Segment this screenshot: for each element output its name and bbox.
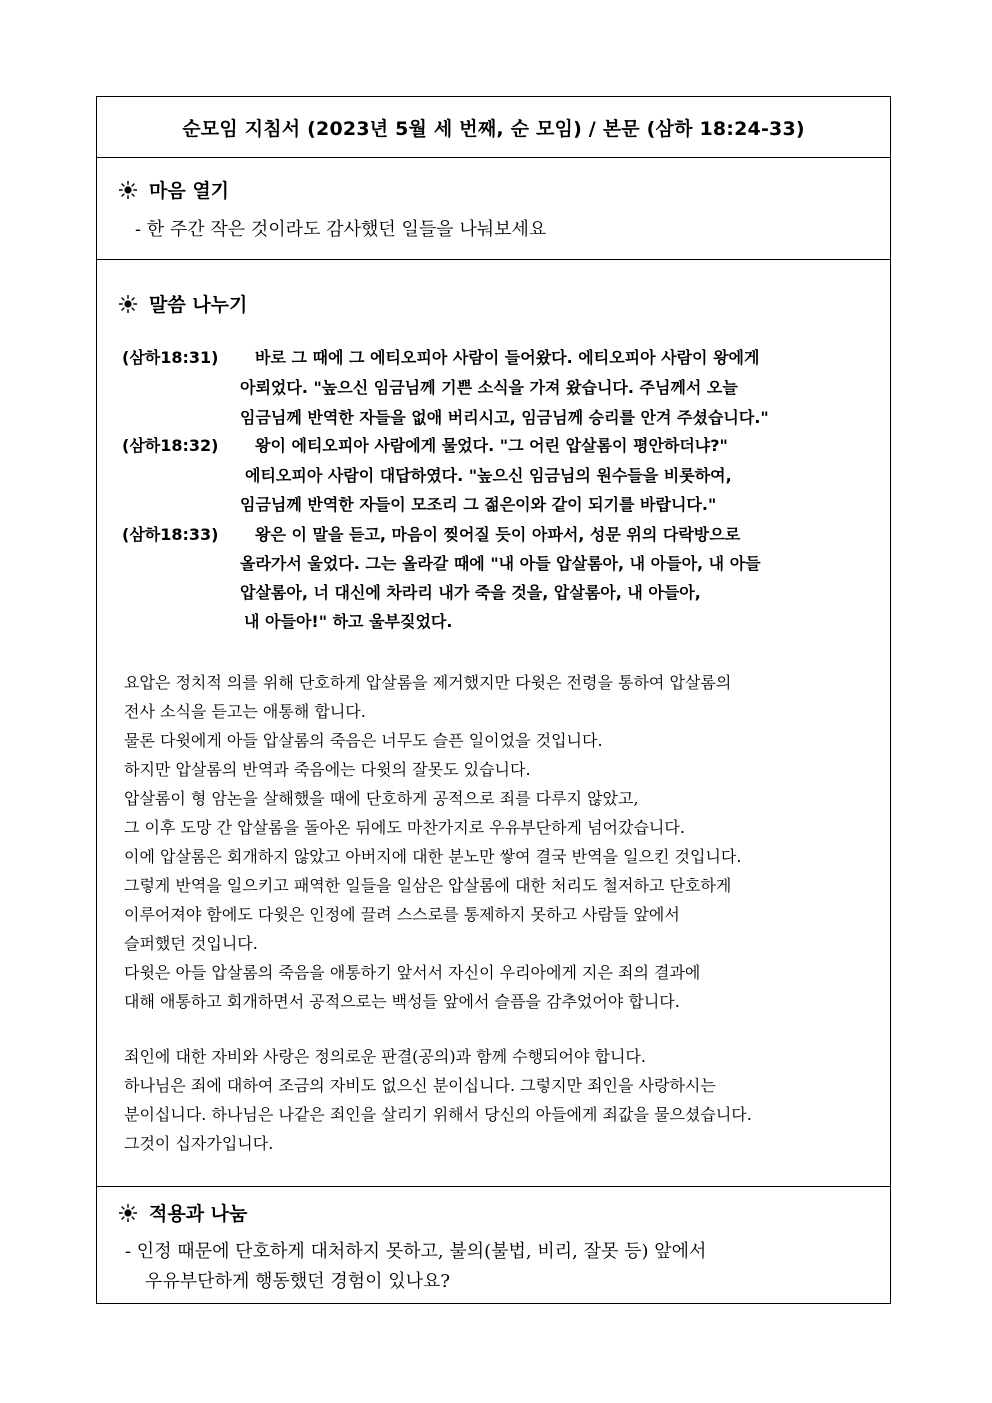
body-text-line: 그렇게 반역을 일으키고 패역한 일들을 일삼은 압살롬에 대한 처리도 철저하고 단호하게 [124,876,732,895]
section-apply [97,1187,890,1303]
guide-table [96,96,891,1304]
verse-line: 바로 그 때에 그 에티오피아 사람이 들어왔다. 에티오피아 사람이 왕에게 [255,348,760,367]
body-text-line: 대해 애통하고 회개하면서 공적으로는 백성들 앞에서 슬픔을 감추었어야 합니다. [124,992,680,1011]
sun-icon [119,181,137,199]
document-title: 순모임 지침서 (2023년 5월 세 번째, 순 모임) / 본문 (삼하 18:24-33) [97,97,890,158]
section-word [97,260,890,1187]
body-text-line: 이에 압살롬은 회개하지 않았고 아버지에 대한 분노만 쌓여 결국 반역을 일으킨 것입니다. [124,847,742,866]
verse-line: 내 아들아!" 하고 울부짖었다. [244,612,453,631]
verse-ref: (삼하18:33) [122,525,219,544]
section-apply-item: - 인정 때문에 단호하게 대처하지 못하고, 불의(불법, 비리, 잘못 등) 앞에서 [125,1241,707,1262]
sun-icon [119,1204,137,1222]
verse-line: 왕이 에티오피아 사람에게 물었다. "그 어린 압살롬이 평안하더냐?" [255,436,728,455]
sun-icon [119,295,137,313]
body-text-line: 하지만 압살롬의 반역과 죽음에는 다윗의 잘못도 있습니다. [124,760,531,779]
section-apply-item-cont: 우유부단하게 행동했던 경험이 있나요? [145,1271,451,1292]
section-open-heading [119,176,229,203]
verse-line: 에티오피아 사람이 대답하였다. "높으신 임금님의 원수들을 비롯하여, [245,466,732,485]
verse-line: 임금님께 반역한 자들을 없애 버리시고, 임금님께 승리를 안겨 주셨습니다." [240,408,769,427]
body-text-line: 그 이후 도망 간 압살롬을 돌아온 뒤에도 마찬가지로 우유부단하게 넘어갔습니다. [124,818,685,837]
verse-ref: (삼하18:31) [122,348,219,367]
body-text-line: 압살롬이 형 암논을 살해했을 때에 단호하게 공적으로 죄를 다루지 않았고, [124,789,639,808]
body-text-line: 물론 다윗에게 아들 압살롬의 죽음은 너무도 슬픈 일이었을 것입니다. [124,731,603,750]
body-text-line: 분이십니다. 하나님은 나같은 죄인을 살리기 위해서 당신의 아들에게 죄값을 물으셨습니다. [124,1105,752,1124]
section-open-item: - 한 주간 작은 것이라도 감사했던 일들을 나눠보세요 [135,219,547,240]
section-word-heading [119,290,247,317]
section-apply-title: 적용과 나눔 [149,1203,248,1225]
section-apply-heading [119,1199,247,1226]
verse-line: 왕은 이 말을 듣고, 마음이 찢어질 듯이 아파서, 성문 위의 다락방으로 [255,525,741,544]
verse-ref: (삼하18:32) [122,436,219,455]
body-text-line: 슬퍼했던 것입니다. [124,934,258,953]
body-text-line: 죄인에 대한 자비와 사랑은 정의로운 판결(공의)과 함께 수행되어야 합니다. [124,1047,646,1066]
verse-line: 압살롬아, 너 대신에 차라리 내가 죽을 것을, 압살롬아, 내 아들아, [240,583,701,602]
body-text-line: 전사 소식을 듣고는 애통해 합니다. [124,702,366,721]
section-word-title: 말씀 나누기 [149,294,248,316]
verse-line: 올라가서 울었다. 그는 올라갈 때에 "내 아들 압살롬아, 내 아들아, 내 아들 [240,554,761,573]
verse-line: 임금님께 반역한 자들이 모조리 그 젊은이와 같이 되기를 바랍니다." [240,495,717,514]
body-text-line: 이루어져야 함에도 다윗은 인정에 끌려 스스로를 통제하지 못하고 사람들 앞에서 [124,905,680,924]
body-text-line: 요압은 정치적 의를 위해 단호하게 압살롬을 제거했지만 다윗은 전령을 통하여 압살롬의 [124,673,732,692]
section-open-heart [97,158,890,260]
section-open-title: 마음 열기 [149,180,230,202]
body-text-line: 다윗은 아들 압살롬의 죽음을 애통하기 앞서서 자신이 우리아에게 지은 죄의 결과에 [124,963,701,982]
body-text-line: 하나님은 죄에 대하여 조금의 자비도 없으신 분이십니다. 그렇지만 죄인을 사랑하시는 [124,1076,716,1095]
verse-line: 아뢰었다. "높으신 임금님께 기쁜 소식을 가져 왔습니다. 주님께서 오늘 [240,378,738,397]
body-text-line: 그것이 십자가입니다. [124,1134,274,1153]
